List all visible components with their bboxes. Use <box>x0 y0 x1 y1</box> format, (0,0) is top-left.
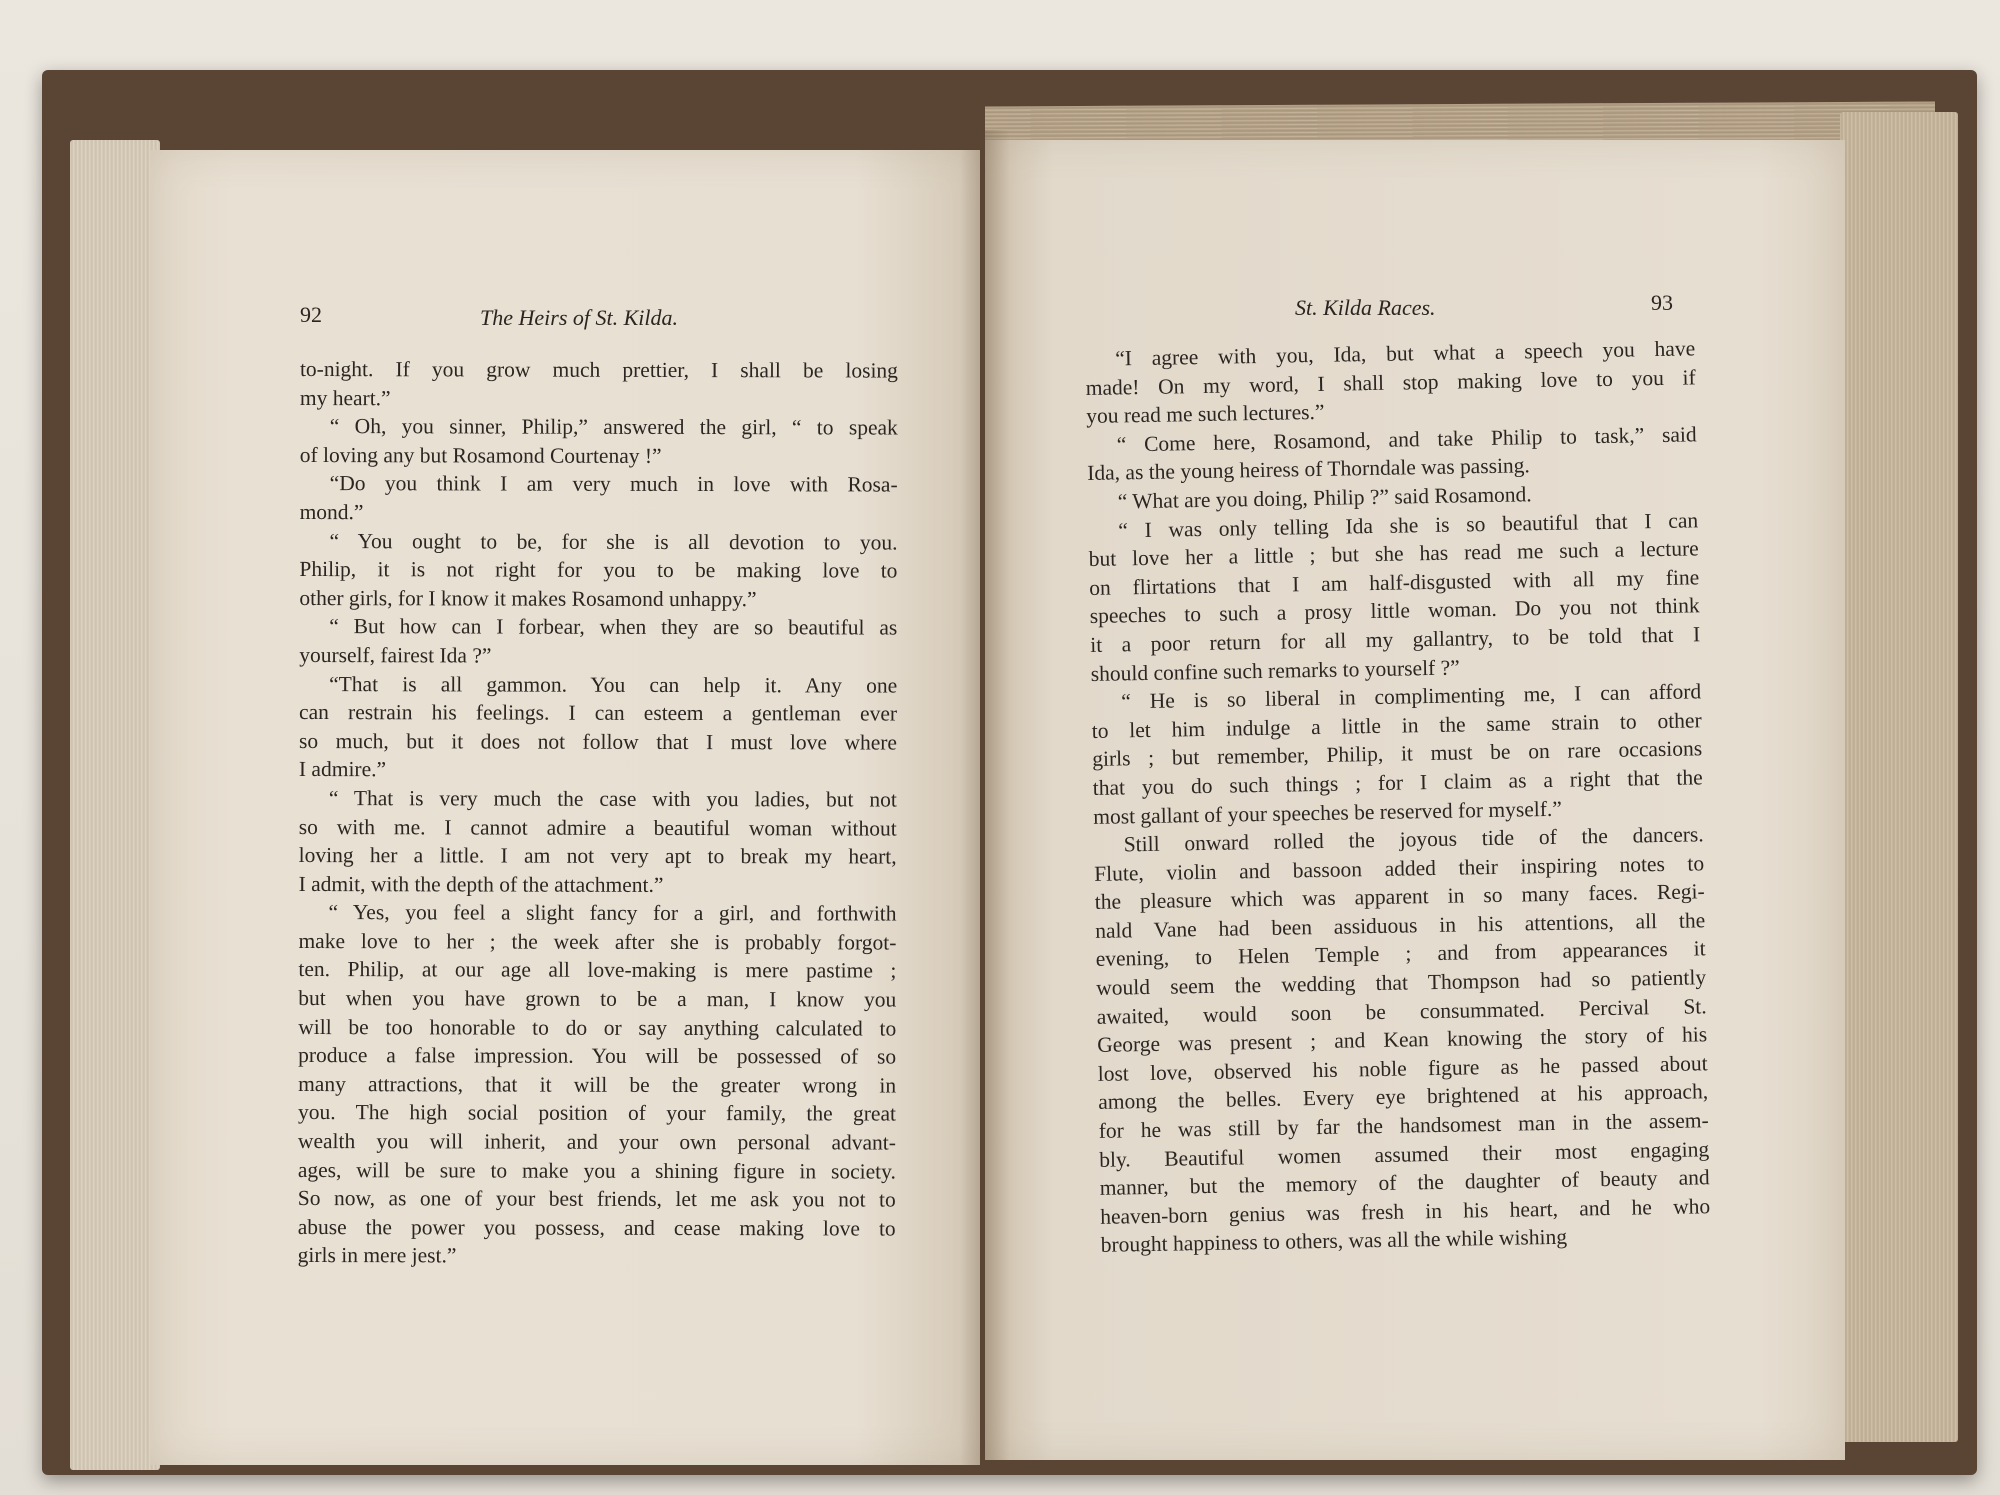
right-running-head: St. Kilda Races. <box>1295 295 1436 320</box>
text-line: yourself, fairest Ida ?” <box>299 642 492 668</box>
text-line: my heart.” <box>299 385 391 410</box>
text-line: ages, will be sure to make you a shining figure in society. <box>297 1157 896 1184</box>
text-line: loving her a little. I am not very apt to break my heart, <box>298 843 897 869</box>
text-line: brought happiness to others, was all the while wishing <box>1100 1225 1568 1258</box>
text-line: Ida, as the young heiress of Thorndale was passing. <box>1087 453 1531 486</box>
text-line: speeches to such a prosy little woman. Do you not think <box>1089 593 1700 629</box>
right-page-edges <box>1840 112 1958 1442</box>
text-line: to-night. If you grow much prettier, I shall be losing <box>299 357 898 383</box>
text-line: the pleasure which was apparent in so many faces. Regi- <box>1094 879 1705 915</box>
book-gutter <box>960 130 1010 1470</box>
text-line: evening, to Helen Temple ; and from appearances it <box>1095 936 1706 972</box>
text-line: George was present ; and Kean knowing the story of his <box>1097 1022 1708 1058</box>
text-line: awaited, would soon be consummated. Percival St. <box>1096 993 1707 1029</box>
text-line: “ I was only telling Ida she is so beautiful that I can <box>1118 507 1699 543</box>
text-line: “ You ought to be, for she is all devotion to you. <box>329 528 898 555</box>
text-line: that you do such things ; for I claim as a right that the <box>1092 765 1703 800</box>
left-page-edges <box>70 140 160 1470</box>
text-line: “ What are you doing, Philip ?” said Rosamond. <box>1117 482 1532 514</box>
text-line: “ That is very much the case with you ladies, but not <box>328 785 897 812</box>
text-line: “ Yes, you feel a slight fancy for a girl, and forthwith <box>328 900 897 926</box>
text-line: Still onward rolled the joyous tide of the dancers. <box>1123 822 1704 857</box>
text-line: girls ; but remember, Philip, it must be on rare occasions <box>1092 736 1703 772</box>
text-line: bly. Beautiful women assumed their most engaging <box>1099 1136 1710 1172</box>
text-line: made! On my word, I shall stop making love to you if <box>1085 364 1696 400</box>
text-line: would seem the wedding that Thompson had so patiently <box>1096 965 1707 1000</box>
text-line: lost love, observed his noble figure as he passed about <box>1097 1051 1708 1086</box>
text-line: I admire.” <box>298 757 387 782</box>
left-running-head: The Heirs of St. Kilda. <box>480 305 679 330</box>
text-line: Philip, it is not right for you to be making love to <box>299 557 898 583</box>
text-line: “ Oh, you sinner, Philip,” answered the girl, “ to speak <box>329 414 898 440</box>
text-line: “ But how can I forbear, when they are so beautiful as <box>329 614 898 640</box>
text-line: should confine such remarks to yourself ?” <box>1090 655 1460 686</box>
text-line: ten. Philip, at our age all love-making is mere pastime ; <box>298 957 897 984</box>
text-line: most gallant of your speeches be reserved for myself.” <box>1093 796 1563 829</box>
text-line: for he was still by far the handsomest man in the assem- <box>1098 1108 1709 1143</box>
text-line: “ Come here, Rosamond, and take Philip to task,” said <box>1116 422 1697 457</box>
left-page-text <box>298 355 898 1272</box>
text-line: nald Vane had been assiduous in his attentions, all the <box>1095 908 1706 943</box>
text-line: make love to her ; the week after she is probably forgot- <box>298 928 897 955</box>
text-line: wealth you will inherit, and your own personal advant- <box>297 1129 896 1155</box>
text-line: mond.” <box>299 499 364 525</box>
right-page-number: 93 <box>1651 290 1673 315</box>
text-line: can restrain his feelings. I can esteem a gentleman ever <box>299 700 898 726</box>
text-line: “That is all gammon. You can help it. Any one <box>329 671 898 698</box>
text-line: you read me such lectures.” <box>1086 400 1325 429</box>
text-line: so much, but it does not follow that I must love where <box>298 728 898 755</box>
text-line: produce a false impression. You will be possessed of so <box>298 1043 897 1069</box>
text-line: manner, but the memory of the daughter of beauty and <box>1099 1165 1710 1201</box>
text-line: “ He is so liberal in complimenting me, I can afford <box>1121 679 1702 714</box>
text-line: “I agree with you, Ida, but what a speech you have <box>1115 336 1696 371</box>
text-line: so with me. I cannot admire a beautiful woman without <box>298 814 897 841</box>
text-line: other girls, for I know it makes Rosamond unhappy.” <box>299 585 757 611</box>
text-line: girls in mere jest.” <box>297 1243 457 1268</box>
text-line: will be too honorable to do or say anything calculated to <box>298 1014 897 1041</box>
text-line: it a poor return for all my gallantry, to be told that I <box>1090 622 1701 657</box>
text-line: you. The high social position of your family, the great <box>297 1100 897 1127</box>
text-line: I admit, with the depth of the attachment.” <box>298 871 664 897</box>
text-line: among the belles. Every eye brightened at his approach, <box>1098 1079 1709 1115</box>
left-page-number: 92 <box>300 302 322 327</box>
text-line: Flute, violin and bassoon added their inspiring notes to <box>1094 850 1705 886</box>
text-line: abuse the power you possess, and cease making love to <box>297 1214 896 1241</box>
text-line: but when you have grown to be a man, I know you <box>298 986 897 1012</box>
right-page-text <box>1085 334 1711 1260</box>
text-line: “Do you think I am very much in love with Rosa- <box>329 471 898 497</box>
text-line: of loving any but Rosamond Courtenay !” <box>299 442 662 468</box>
text-line: to let him indulge a little in the same strain to other <box>1091 708 1702 743</box>
text-line: but love her a little ; but she has read me such a lecture <box>1088 536 1699 572</box>
text-line: heaven-born genius was fresh in his heart, and he who <box>1100 1194 1711 1229</box>
text-line: on flirtations that I am half-disgusted with all my fine <box>1089 565 1700 600</box>
text-line: So now, as one of your best friends, let me ask you not to <box>297 1186 896 1212</box>
text-line: many attractions, that it will be the greater wrong in <box>298 1071 897 1098</box>
